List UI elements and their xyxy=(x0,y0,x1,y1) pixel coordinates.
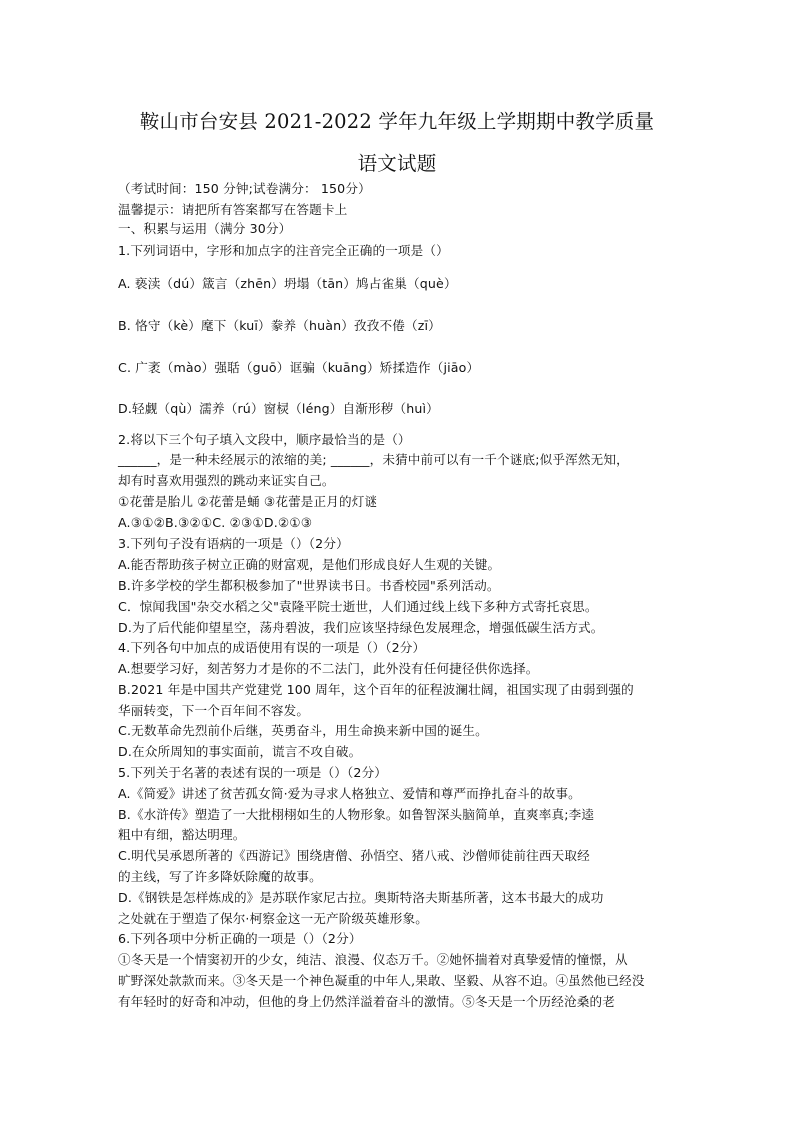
question-5-stem: 5.下列关于名著的表述有误的一项是（）（2分） xyxy=(118,765,388,780)
question-1-option-d: D.轻觑（qù）濡养（rú）窗棂（léng）自渐形秽（huì） xyxy=(118,401,439,416)
question-3-option-c: C．惊闻我国"杂交水稻之父"袁隆平院士逝世，人们通过线上线下多种方式寄托哀思。 xyxy=(118,599,598,614)
question-6-passage-line: ①冬天是一个情窦初开的少女，纯洁、浪漫、仪态万千。②她怀揣着对真挚爱情的憧憬，从 xyxy=(118,952,628,967)
question-3-option-a: A.能否帮助孩子树立正确的财富观，是他们形成良好人生观的关键。 xyxy=(118,557,501,572)
question-4-option-d: D.在众所周知的事实面前，谎言不攻自破。 xyxy=(118,744,362,759)
question-4-option-c: C.无数革命先烈前仆后继，英勇奋斗，用生命换来新中国的诞生。 xyxy=(118,723,488,738)
question-5-option-b-cont: 粗中有细，豁达明理。 xyxy=(118,827,246,842)
page-subtitle: 语文试题 xyxy=(357,152,437,175)
question-2-text-line: 却有时喜欢用强烈的跳动来证实自己。 xyxy=(118,473,335,488)
question-3-stem: 3.下列句子没有语病的一项是（）（2分） xyxy=(118,536,349,551)
question-1-option-c: C. 广袤（mào）强聒（guō）诓骗（kuāng）矫揉造作（jiāo） xyxy=(118,360,480,375)
question-3-option-b: B.许多学校的学生都积极参加了"世界读书日。书香校园"系列活动。 xyxy=(118,578,500,593)
question-6-stem: 6.下列各项中分析正确的一项是（）（2分） xyxy=(118,931,362,946)
question-4-stem: 4.下列各句中加点的成语使用有误的一项是（）（2分） xyxy=(118,640,426,655)
tip-text: 温馨提示：请把所有答案都写在答题卡上 xyxy=(118,202,348,217)
question-2-options: A.③①②B.③②①C. ②③①D.②①③ xyxy=(118,515,313,530)
question-1-stem: 1.下列词语中，字形和加点字的注音完全正确的一项是（） xyxy=(118,243,449,258)
question-2-items: ①花蕾是胎儿 ②花蕾是蛹 ③花蕾是正月的灯谜 xyxy=(118,494,378,509)
question-1-option-b: B. 恪守（kè）麾下（kuī）豢养（huàn）孜孜不倦（zī） xyxy=(118,318,441,333)
page-title: 鞍山市台安县 2021-2022 学年九年级上学期期中教学质量 xyxy=(139,110,655,133)
question-4-option-b: B.2021 年是中国共产党建党 100 周年，这个百年的征程波澜壮阔，祖国实现了由弱到强的 xyxy=(118,682,634,697)
exam-info: （考试时间：150 分钟;试卷满分： 150分） xyxy=(118,181,371,196)
question-6-passage-line: 旷野深处款款而来。③冬天是一个神色凝重的中年人,果敢、坚毅、从容不迫。④虽然他已经没 xyxy=(118,973,645,988)
question-5-option-b: B.《水浒传》塑造了一大批栩栩如生的人物形象。如鲁智深头脑简单，直爽率真;李逵 xyxy=(118,807,595,822)
question-5-option-d: D.《钢铁是怎样炼成的》是苏联作家尼古拉。奥斯特洛夫斯基所著，这本书最大的成功 xyxy=(118,890,604,905)
question-4-option-a: A.想要学习好，刻苦努力才是你的不二法门，此外没有任何捷径供你选择。 xyxy=(118,661,539,676)
question-5-option-c: C.明代吴承恩所著的《西游记》围绕唐僧、孙悟空、猪八戒、沙僧师徒前往西天取经 xyxy=(118,848,590,863)
question-5-option-a: A.《简爱》讲述了贫苦孤女简·爱为寻求人格独立、爱情和尊严而挣扎奋斗的故事。 xyxy=(118,786,581,801)
question-2-stem: 2.将以下三个句子填入文段中，顺序最恰当的是（） xyxy=(118,432,411,447)
question-4-option-b-cont: 华丽转变，下一个百年间不容发。 xyxy=(118,703,310,718)
question-5-option-c-cont: 的主线，写了许多降妖除魔的故事。 xyxy=(118,869,322,884)
question-2-text-line: ______，是一种未经展示的浓缩的美; ______，未猜中前可以有一千个谜底;似乎浑然无知， xyxy=(118,452,629,467)
question-3-option-d: D.为了后代能仰望星空，荡舟碧波，我们应该坚持绿色发展理念，增强低碳生活方式。 xyxy=(118,620,604,635)
question-1-option-a: A. 亵渎（dú）箴言（zhēn）坍塌（tān）鸠占雀巢（què） xyxy=(118,276,457,291)
section-heading: 一、积累与运用（满分 30分） xyxy=(118,221,292,236)
question-6-passage-line: 有年轻时的好奇和冲动，但他的身上仍然洋溢着奋斗的激情。⑤冬天是一个历经沧桑的老 xyxy=(118,994,616,1009)
question-5-option-d-cont: 之处就在于塑造了保尔·柯察金这一无产阶级英雄形象。 xyxy=(118,911,429,926)
